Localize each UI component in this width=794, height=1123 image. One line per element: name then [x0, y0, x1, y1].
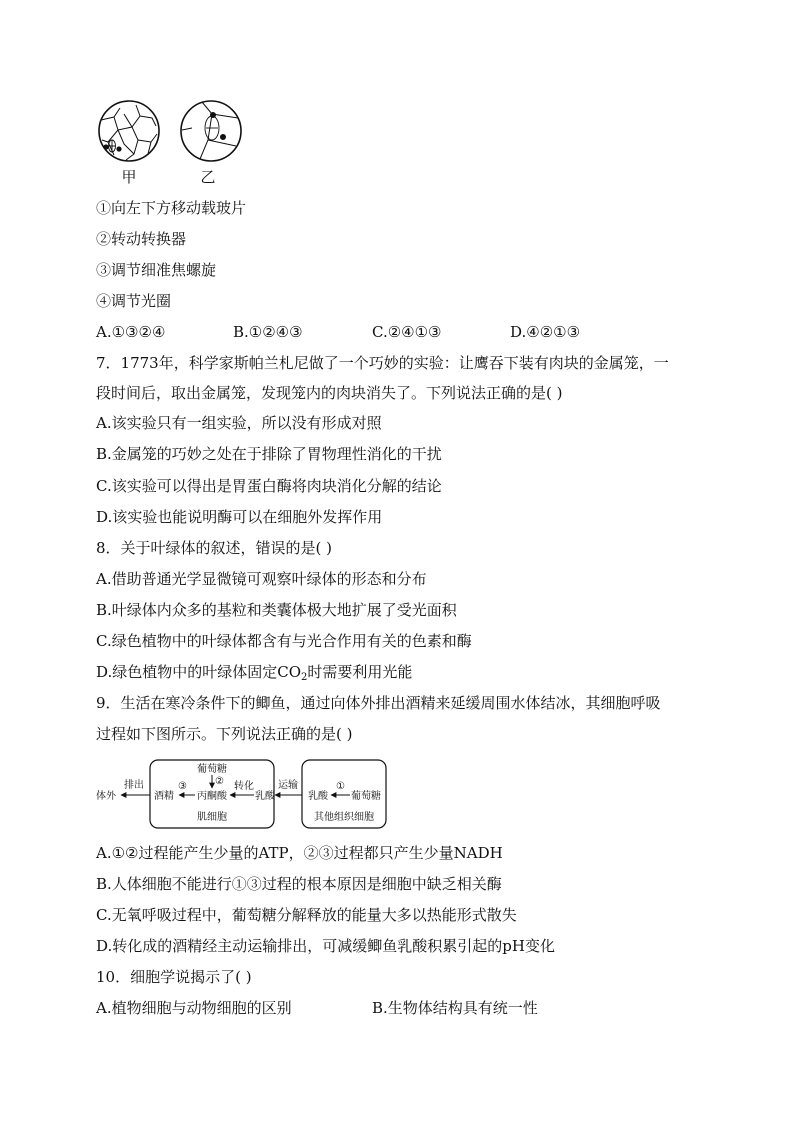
label-step1: ① — [336, 781, 345, 792]
label-pyruvate: 丙酮酸 — [197, 791, 227, 802]
figure-label-jia: 甲 — [121, 168, 137, 186]
label-lactic-muscle: 乳酸 — [255, 791, 275, 802]
q8-stem: 8．关于叶绿体的叙述，错误的是( ) — [96, 539, 333, 557]
view-jia-circle — [99, 101, 159, 161]
q7-stem-line2: 段时间后，取出金属笼，发现笼内的肉块消失了。下列说法正确的是( ) — [96, 384, 563, 402]
label-glucose-other: 葡萄糖 — [351, 791, 381, 802]
q8-option-d-post: 时需要利用光能 — [307, 663, 413, 681]
q8-option-d-pre: D.绿色植物中的叶绿体固定CO — [96, 663, 302, 681]
view-jia-target-cell — [109, 140, 116, 152]
q6-option-a: A.①③②④ — [96, 323, 166, 341]
q8-option-a: A.借助普通光学显微镜可观察叶绿体的形态和分布 — [96, 570, 427, 588]
q7-option-c: C.该实验可以得出是胃蛋白酶将肉块消化分解的结论 — [96, 477, 442, 495]
label-other-cell: 其他组织细胞 — [314, 812, 374, 823]
label-step2: ② — [215, 776, 224, 787]
label-step3: ③ — [178, 781, 187, 792]
respiration-diagram — [94, 758, 394, 832]
q9-option-d: D.转化成的酒精经主动运输排出，可减缓鲫鱼乳酸积累引起的pH变化 — [96, 937, 555, 955]
q6-step-4: ④调节光圈 — [96, 292, 172, 310]
view-yi-circle — [181, 101, 241, 161]
label-glucose-muscle: 葡萄糖 — [197, 764, 227, 775]
label-convert: 转化 — [234, 781, 254, 792]
q10-stem: 10．细胞学说揭示了( ) — [96, 968, 252, 986]
label-excrete: 排出 — [124, 780, 144, 791]
q10-option-a: A.植物细胞与动物细胞的区别 — [96, 999, 292, 1017]
q9-option-a: A.①②过程能产生少量的ATP，②③过程都只产生少量NADH — [96, 844, 503, 862]
view-jia-dot — [116, 146, 121, 151]
q6-option-c: C.②④①③ — [372, 323, 442, 341]
q9-stem-line2: 过程如下图所示。下列说法正确的是( ) — [96, 725, 353, 743]
label-transport: 运输 — [278, 780, 298, 791]
q7-option-a: A.该实验只有一组实验，所以没有形成对照 — [96, 414, 382, 432]
q7-option-d: D.该实验也能说明酶可以在细胞外发挥作用 — [96, 508, 383, 526]
q6-option-b: B.①②④③ — [233, 323, 303, 341]
label-alcohol: 酒精 — [154, 791, 174, 802]
label-outside: 体外 — [96, 791, 116, 802]
q6-option-d: D.④②①③ — [510, 323, 581, 341]
view-yi-dot — [220, 134, 226, 140]
view-jia-dot — [103, 144, 108, 149]
q9-stem-line1: 9．生活在寒冷条件下的鲫鱼，通过向体外排出酒精来延缓周围水体结冰，其细胞呼吸 — [96, 694, 661, 712]
q7-stem-line1: 7．1773年，科学家斯帕兰札尼做了一个巧妙的实验：让鹰吞下装有肉块的金属笼，一 — [96, 354, 669, 372]
q6-step-3: ③调节细准焦螺旋 — [96, 261, 217, 279]
q7-option-b: B.金属笼的巧妙之处在于排除了胃物理性消化的干扰 — [96, 445, 442, 463]
q8-option-d — [96, 662, 412, 688]
q9-option-b: B.人体细胞不能进行①③过程的根本原因是细胞中缺乏相关酶 — [96, 875, 502, 893]
q6-step-1: ①向左下方移动载玻片 — [96, 199, 247, 217]
q8-option-b: B.叶绿体内众多的基粒和类囊体极大地扩展了受光面积 — [96, 601, 457, 619]
view-yi-dot — [210, 112, 216, 118]
q6-step-2: ②转动转换器 — [96, 230, 187, 248]
q8-option-d-subscript: 2 — [301, 672, 308, 683]
q8-option-c: C.绿色植物中的叶绿体都含有与光合作用有关的色素和酶 — [96, 632, 472, 650]
q9-option-c: C.无氧呼吸过程中，葡萄糖分解释放的能量大多以热能形式散失 — [96, 906, 517, 924]
microscope-figure — [96, 100, 256, 186]
label-lactic-other: 乳酸 — [308, 791, 328, 802]
q10-option-b: B.生物体结构具有统一性 — [372, 999, 538, 1017]
label-muscle-cell: 肌细胞 — [197, 812, 227, 823]
figure-label-yi: 乙 — [200, 168, 216, 186]
